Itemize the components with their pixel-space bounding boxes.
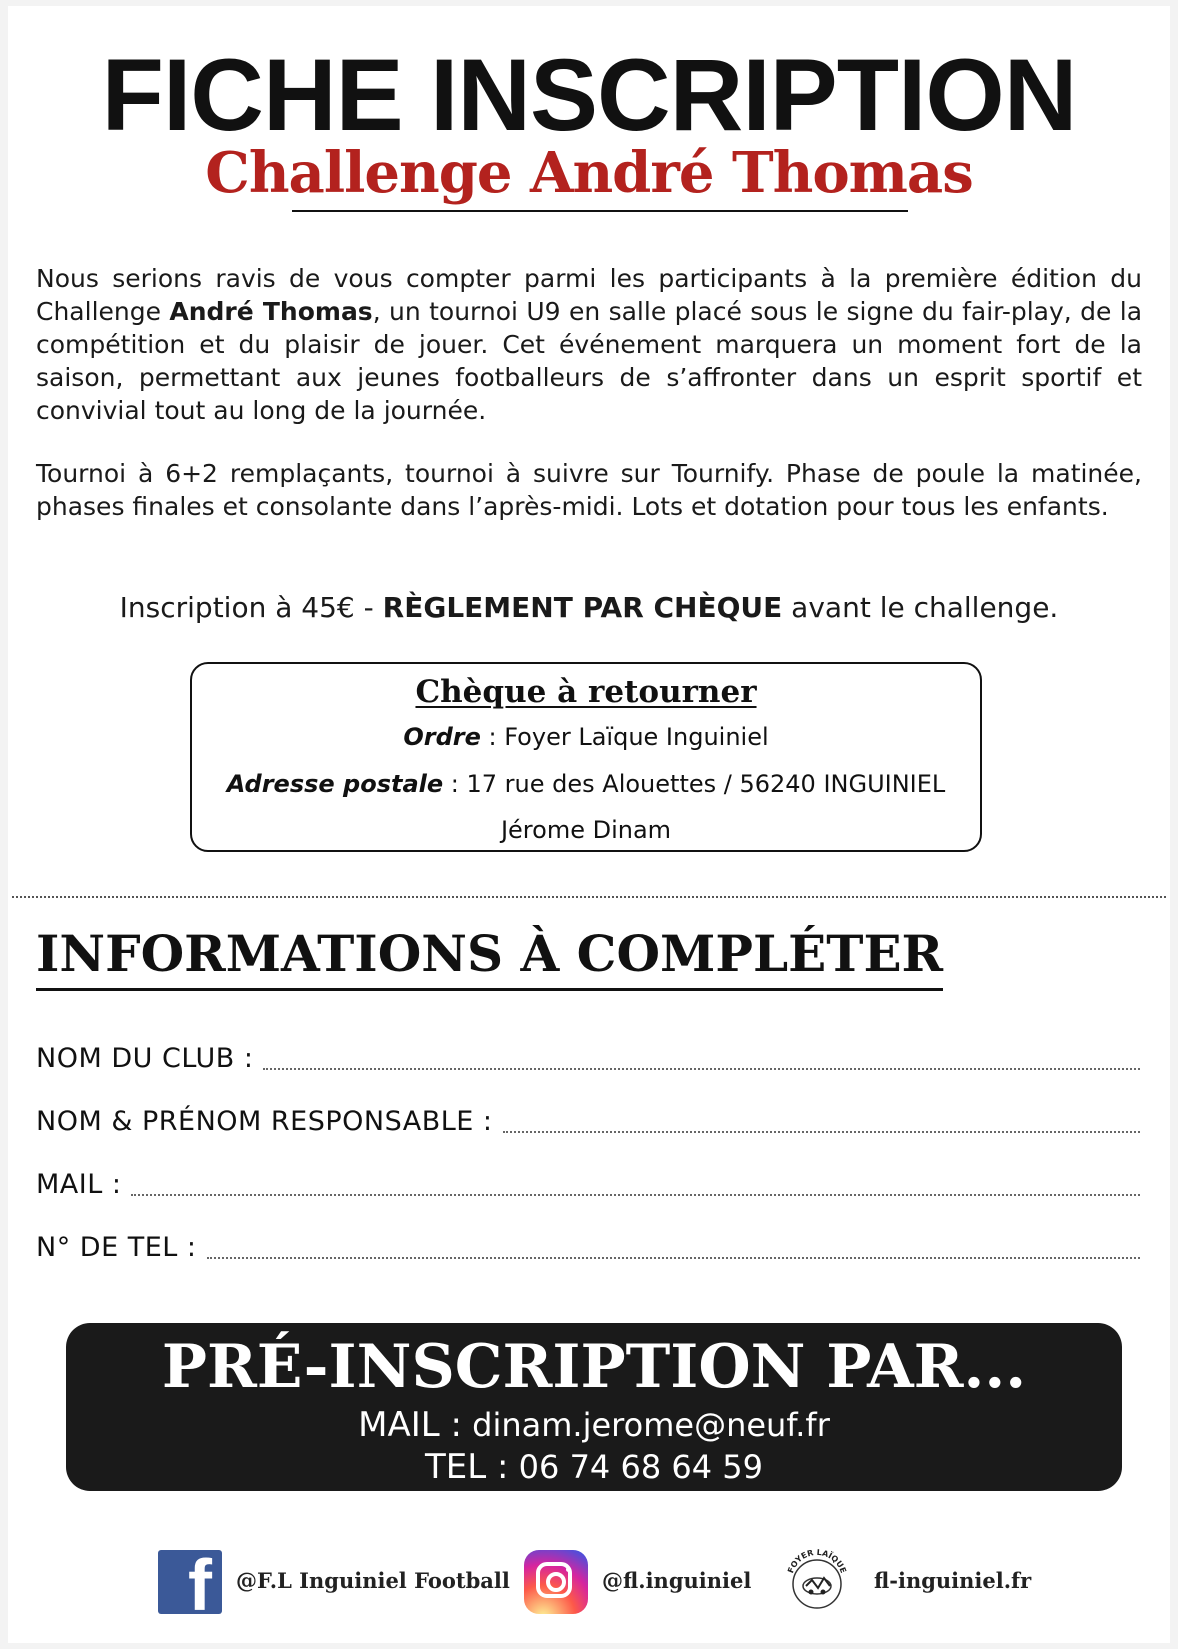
preregistration-title: PRÉ-INSCRIPTION PAR... xyxy=(161,1332,1027,1402)
instagram-icon[interactable] xyxy=(524,1550,588,1614)
fill-in-dots[interactable] xyxy=(503,1131,1141,1133)
svg-text:FOYER LAÏQUE xyxy=(786,1548,848,1574)
intro-paragraph xyxy=(36,262,1142,427)
cheque-address-value: : 17 rue des Alouettes / 56240 INGUINIEL xyxy=(443,770,946,798)
cheque-box xyxy=(190,662,982,852)
fill-in-dots[interactable] xyxy=(131,1194,1140,1196)
phone-number[interactable]: 06 74 68 64 59 xyxy=(508,1448,763,1486)
fee-line xyxy=(0,590,1178,626)
field-label: NOM & PRÉNOM RESPONSABLE : xyxy=(36,1106,493,1137)
fee-text-start: Inscription à 45€ - xyxy=(119,591,383,624)
cheque-address xyxy=(192,768,980,800)
event-subtitle: Challenge André Thomas xyxy=(205,140,973,206)
mail-label: MAIL : xyxy=(358,1405,462,1445)
footer-socials xyxy=(0,1548,1178,1618)
form-section-title: INFORMATIONS À COMPLÉTER xyxy=(36,922,943,991)
responsible-name-field[interactable] xyxy=(36,1099,1140,1139)
club-logo-icon xyxy=(784,1542,850,1614)
tel-label: TEL : xyxy=(425,1447,509,1487)
fee-text-end: avant le challenge. xyxy=(782,591,1059,624)
website-link[interactable]: fl-inguiniel.fr xyxy=(874,1568,1032,1593)
fill-in-dots[interactable] xyxy=(263,1068,1140,1070)
preregistration-box xyxy=(66,1323,1122,1491)
club-name-field[interactable] xyxy=(36,1036,1140,1076)
mail-address-link[interactable]: dinam.jerome@neuf.fr xyxy=(461,1406,830,1444)
intro-text-start: Nous serions ravis de vous compter parmi les participants à la première édition du Challenge xyxy=(36,264,1142,326)
preregistration-mail xyxy=(66,1405,1122,1445)
cheque-order xyxy=(192,721,980,753)
facebook-handle[interactable]: @F.L Inguiniel Football xyxy=(236,1568,510,1593)
page-title: FICHE INSCRIPTION xyxy=(101,38,1077,152)
cheque-order-label: Ordre xyxy=(403,723,481,751)
fill-in-dots[interactable] xyxy=(207,1257,1141,1259)
cheque-recipient: Jérome Dinam xyxy=(500,816,672,844)
intro-text-end: , un tournoi U9 en salle placé sous le signe du fair-play, de la compétition et du plaisir de jouer. Cet événement marquera un moment fort de la saison, permettant aux jeunes footballeurs de s’affronter dans un esprit sportif et convivial tout au long de la journée. xyxy=(36,297,1143,425)
email-field[interactable] xyxy=(36,1162,1140,1202)
cut-dotted-line xyxy=(12,896,1166,898)
preregistration-tel xyxy=(66,1447,1122,1487)
tournament-details-paragraph: Tournoi à 6+2 remplaçants, tournoi à suivre sur Tournify. Phase de poule la matinée, phases finales et consolante dans l’après-midi. Lots et dotation pour tous les enfants. xyxy=(36,459,1142,521)
intro-highlight: André Thomas xyxy=(169,297,373,326)
instagram-handle[interactable]: @fl.inguiniel xyxy=(602,1568,752,1593)
subtitle-underline xyxy=(292,210,908,212)
cheque-order-value: : Foyer Laïque Inguiniel xyxy=(480,723,769,751)
cheque-title: Chèque à retourner xyxy=(415,674,757,710)
logo-text: FOYER LAÏQUE xyxy=(786,1547,848,1575)
fee-payment-method: RÈGLEMENT PAR CHÈQUE xyxy=(382,591,783,624)
field-label: MAIL : xyxy=(36,1169,122,1200)
facebook-icon[interactable]: f xyxy=(158,1550,222,1614)
field-label: N° DE TEL : xyxy=(36,1232,197,1263)
phone-field[interactable] xyxy=(36,1225,1140,1265)
cheque-address-label: Adresse postale xyxy=(226,770,444,798)
field-label: NOM DU CLUB : xyxy=(36,1043,254,1074)
